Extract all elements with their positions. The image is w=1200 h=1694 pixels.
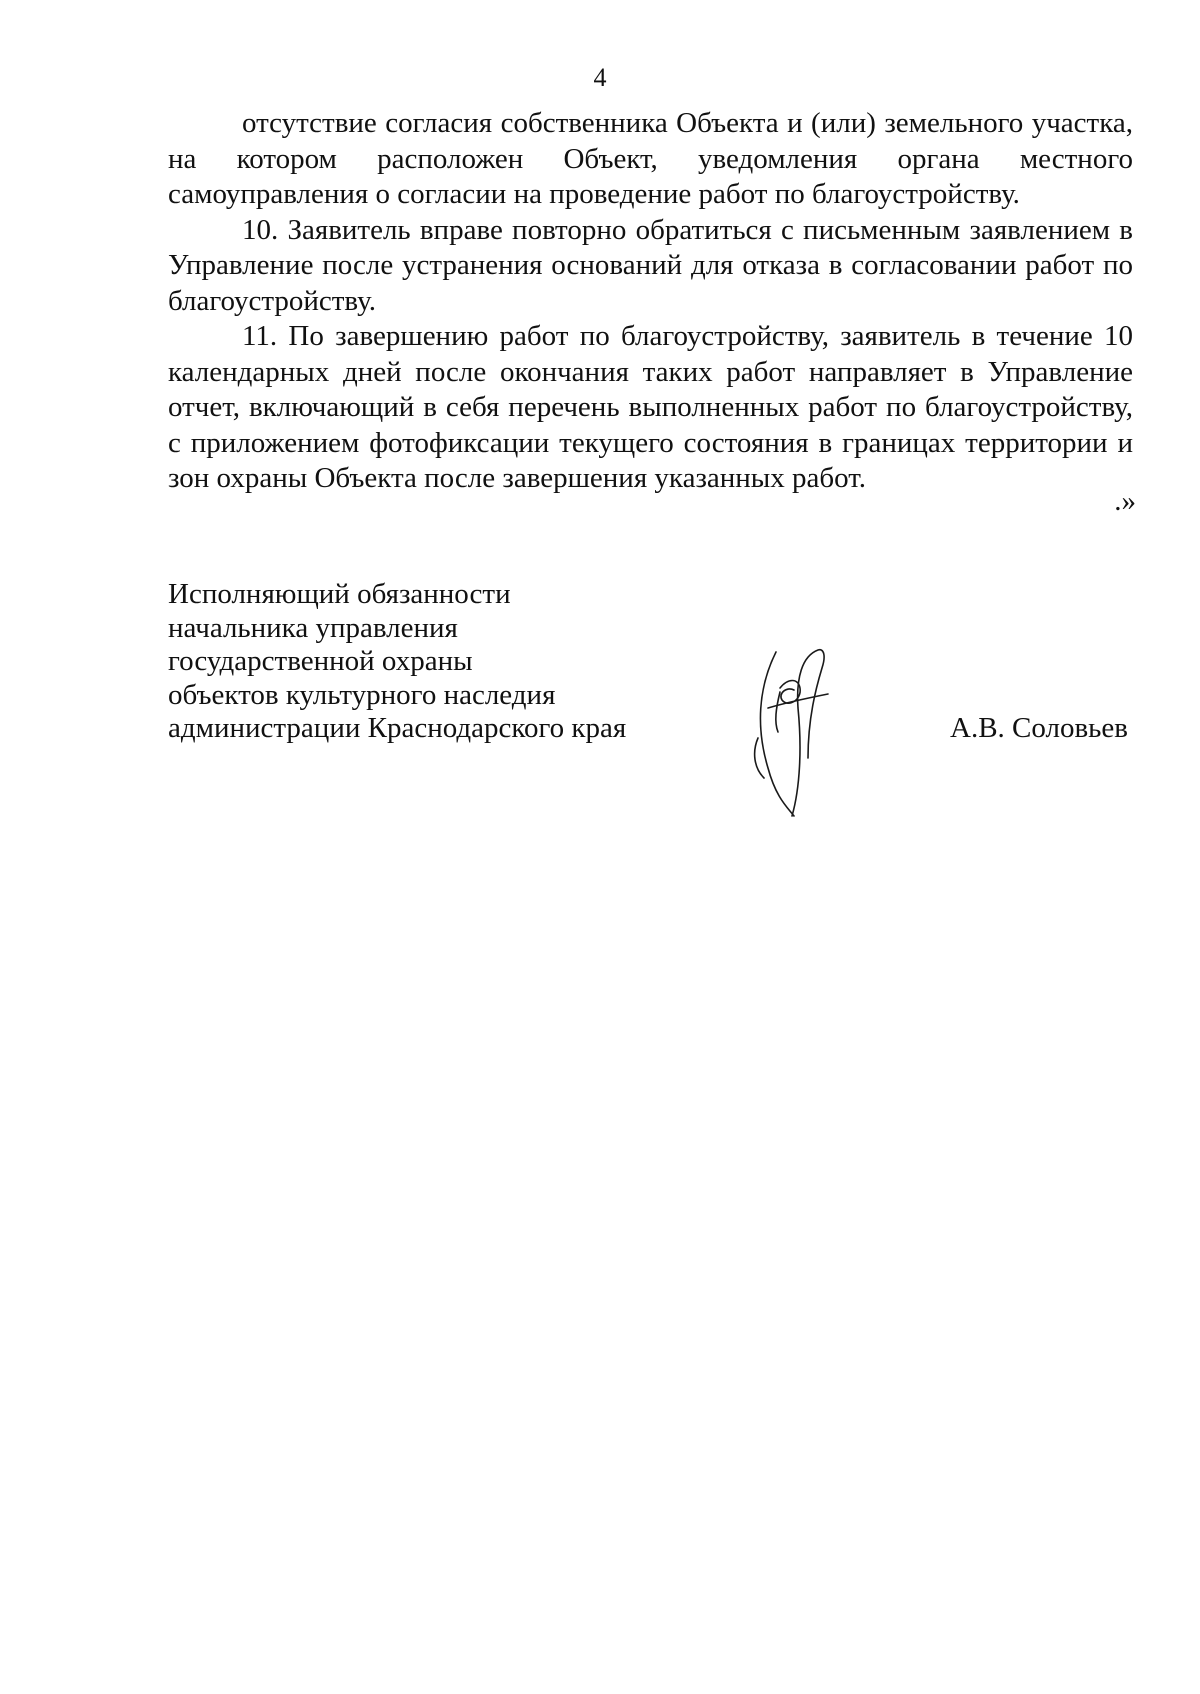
signatory-position-line: государственной охраны — [168, 645, 473, 677]
paragraph-item-11: 11. По завершению работ по благоустройству, заявитель в течение 10 календарных дней после окончания таких работ направляет в Управление отчет, включающий в себя перечень выполненных работ по благоустройству, с приложением фотофиксации текущего состояния в границах территории и зон охраны Объекта после завершения указанных работ. — [168, 320, 1133, 494]
paragraph-continuation: отсутствие согласия собственника Объекта и (или) земельного участка, на котором расположен Объект, уведомления органа местного самоуправления о согласии на проведение работ по благоустройству. — [168, 107, 1133, 210]
handwritten-signature-icon — [728, 648, 838, 818]
signatory-position-line: начальника управления — [168, 611, 458, 644]
signer-name: А.В. Соловьев — [950, 712, 1128, 744]
paragraph-item-10: 10. Заявитель вправе повторно обратиться с письменным заявлением в Управление после устранения оснований для отказа в согласовании работ по благоустройству. — [168, 213, 1133, 317]
signatory-position-line: Исполняющий обязанности — [168, 578, 511, 610]
page-number: 4 — [593, 63, 607, 92]
document-body — [168, 106, 1133, 497]
signatory-position-line: объектов культурного наследия — [168, 678, 556, 711]
closing-quote: .» — [1114, 485, 1136, 517]
signatory-position — [168, 578, 626, 746]
signatory-position-line: администрации Краснодарского края — [168, 712, 627, 744]
